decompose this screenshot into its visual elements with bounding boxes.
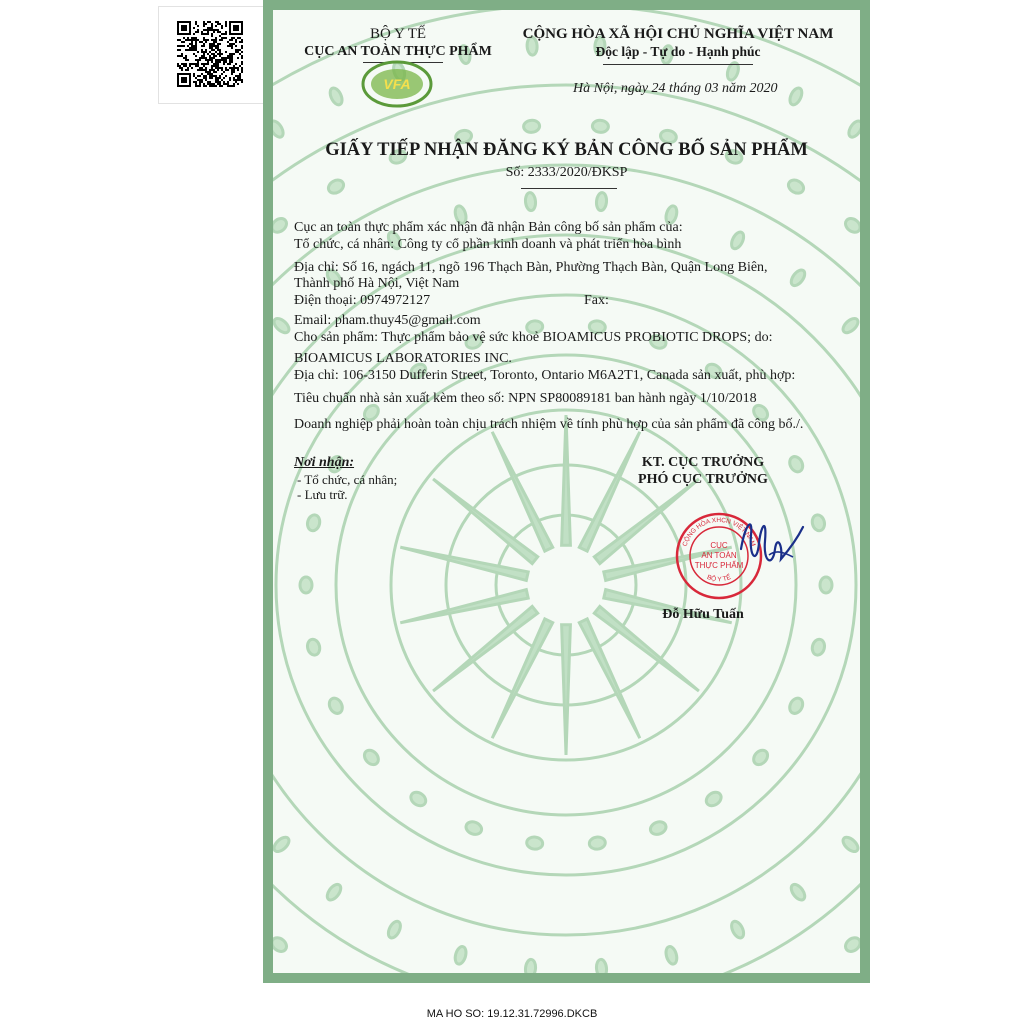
body-address: Địa chỉ: Số 16, ngách 11, ngõ 196 Thạch Bàn, Phường Thạch Bàn, Quận Long Biên, [294, 260, 768, 275]
body-responsibility: Doanh nghiệp phải hoàn toàn chịu trách nhiệm về tính phù hợp của sản phẩm đã công bố./. [294, 417, 804, 432]
certificate-page [273, 10, 860, 973]
stamp-text: AN TOÀN [701, 551, 737, 560]
body-email: Email: pham.thuy45@gmail.com [294, 313, 481, 328]
signer-name: Đỗ Hữu Tuấn [662, 607, 744, 622]
body-manufacturer: BIOAMICUS LABORATORIES INC. [294, 351, 512, 366]
document-number: Số: 2333/2020/ĐKSP [505, 165, 628, 180]
header-underline-right [603, 64, 753, 65]
stamp-ring-bottom: BỘ Y TẾ [705, 573, 733, 584]
body-fax: Fax: [584, 293, 609, 308]
recipients-heading: Nơi nhận: [294, 455, 355, 470]
title-underline [521, 188, 617, 189]
dossier-code: MA HO SO: 19.12.31.72996.DKCB [426, 1008, 598, 1020]
signer-role: KT. CỤC TRƯỞNG [641, 455, 765, 470]
body-manufacturer-address: Địa chỉ: 106-3150 Dufferin Street, Toronto, Ontario M6A2T1, Canada sản xuất, phù hợp: [294, 368, 796, 383]
recipient-item: - Tổ chức, cá nhân; [297, 472, 398, 487]
certificate-border [263, 0, 870, 983]
vfa-logo [359, 58, 435, 110]
body-address-city: Thành phố Hà Nội, Việt Nam [294, 276, 460, 291]
recipient-item: - Lưu trữ. [297, 487, 348, 502]
country-name: CỘNG HÒA XÃ HỘI CHỦ NGHĨA VIỆT NAM [522, 26, 834, 42]
issue-date: Hà Nội, ngày 24 tháng 03 năm 2020 [573, 81, 778, 96]
stamp-text: THỰC PHẨM [694, 561, 744, 570]
handwritten-signature [723, 505, 823, 585]
ministry-name: BỘ Y TẾ [369, 26, 427, 42]
body-phone: Điện thoại: 0974972127 [294, 293, 431, 308]
stamp-text: CỤC [710, 541, 728, 550]
body-organization: Tổ chức, cá nhân: Công ty cổ phần kinh doanh và phát triển hòa bình [294, 237, 682, 252]
body-intro: Cục an toàn thực phẩm xác nhận đã nhận Bản công bố sản phẩm của: [294, 220, 683, 235]
department-name: CỤC AN TOÀN THỰC PHẨM [304, 44, 492, 59]
stamp-ring-top: CỘNG HÒA XHCN VIỆT NAM [681, 516, 757, 548]
body-product: Cho sản phẩm: Thực phẩm bảo vệ sức khoẻ BIOAMICUS PROBIOTIC DROPS; do: [294, 330, 773, 345]
document-title: GIẤY TIẾP NHẬN ĐĂNG KÝ BẢN CÔNG BỐ SẢN PHẨM [325, 140, 808, 160]
qr-code-icon [177, 21, 243, 87]
vfa-logo-text: VFA [383, 76, 411, 92]
national-motto: Độc lập - Tự do - Hạnh phúc [595, 44, 761, 59]
body-standard: Tiêu chuẩn nhà sản xuất kèm theo số: NPN SP80089181 ban hành ngày 1/10/2018 [294, 391, 757, 406]
qr-code-panel [158, 6, 264, 104]
signer-title: PHÓ CỤC TRƯỞNG [638, 472, 768, 487]
